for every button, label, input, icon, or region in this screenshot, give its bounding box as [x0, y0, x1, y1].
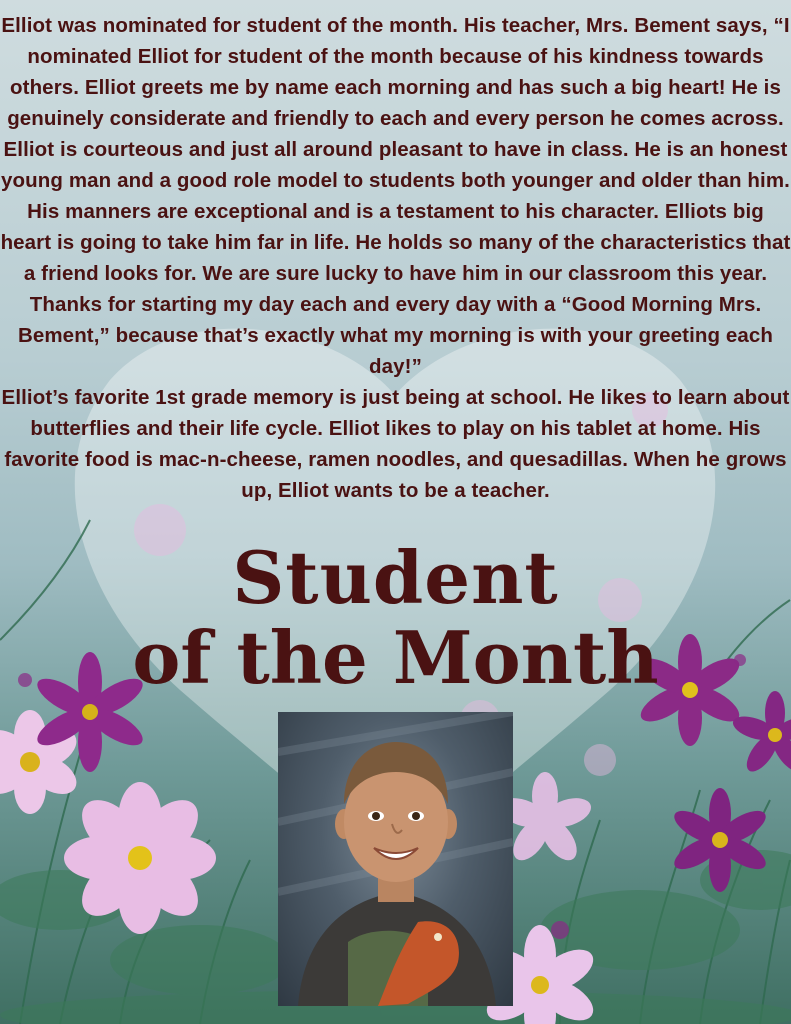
student-portrait-illustration: [278, 712, 513, 1006]
title-student: Student: [232, 535, 559, 620]
purple-flower-far-right: [730, 691, 791, 776]
student-photo: [278, 712, 513, 1006]
teacher-quote-paragraph: Elliot was nominated for student of the month. His teacher, Mrs. Bement says, “I nominated Elliot for student of the month because of his kindness towards others. Elliot greets me by name each morning and has such a big heart! He is genuinely considerate and friendly to each and every person he comes across. Elliot is courteous and just all around pleasant to have in class. He is an honest young man and a good role model to students both younger and older than him. His manners are exceptional and is a testament to his character. Elliots big heart is going to take him far in life. He holds so many of the characteristics that a friend looks for. We are sure lucky to have him in our classroom this year. Thanks for starting my day each and every day with a “Good Morning Mrs. Bement,” because that’s exactly what my morning is with your greeting each day!”: [0, 14, 791, 378]
pink-flower-large-left: [64, 782, 216, 934]
nomination-story: [0, 10, 791, 506]
favorites-paragraph: Elliot’s favorite 1st grade memory is just being at school. He likes to learn about butterflies and their life cycle. Elliot likes to play on his tablet at home. His favorite food is mac-n-cheese, ramen noodles, and quesadillas. When he grows up, Elliot wants to be a teacher.: [1, 386, 790, 502]
title-of-the-month: of the Month: [132, 615, 659, 700]
